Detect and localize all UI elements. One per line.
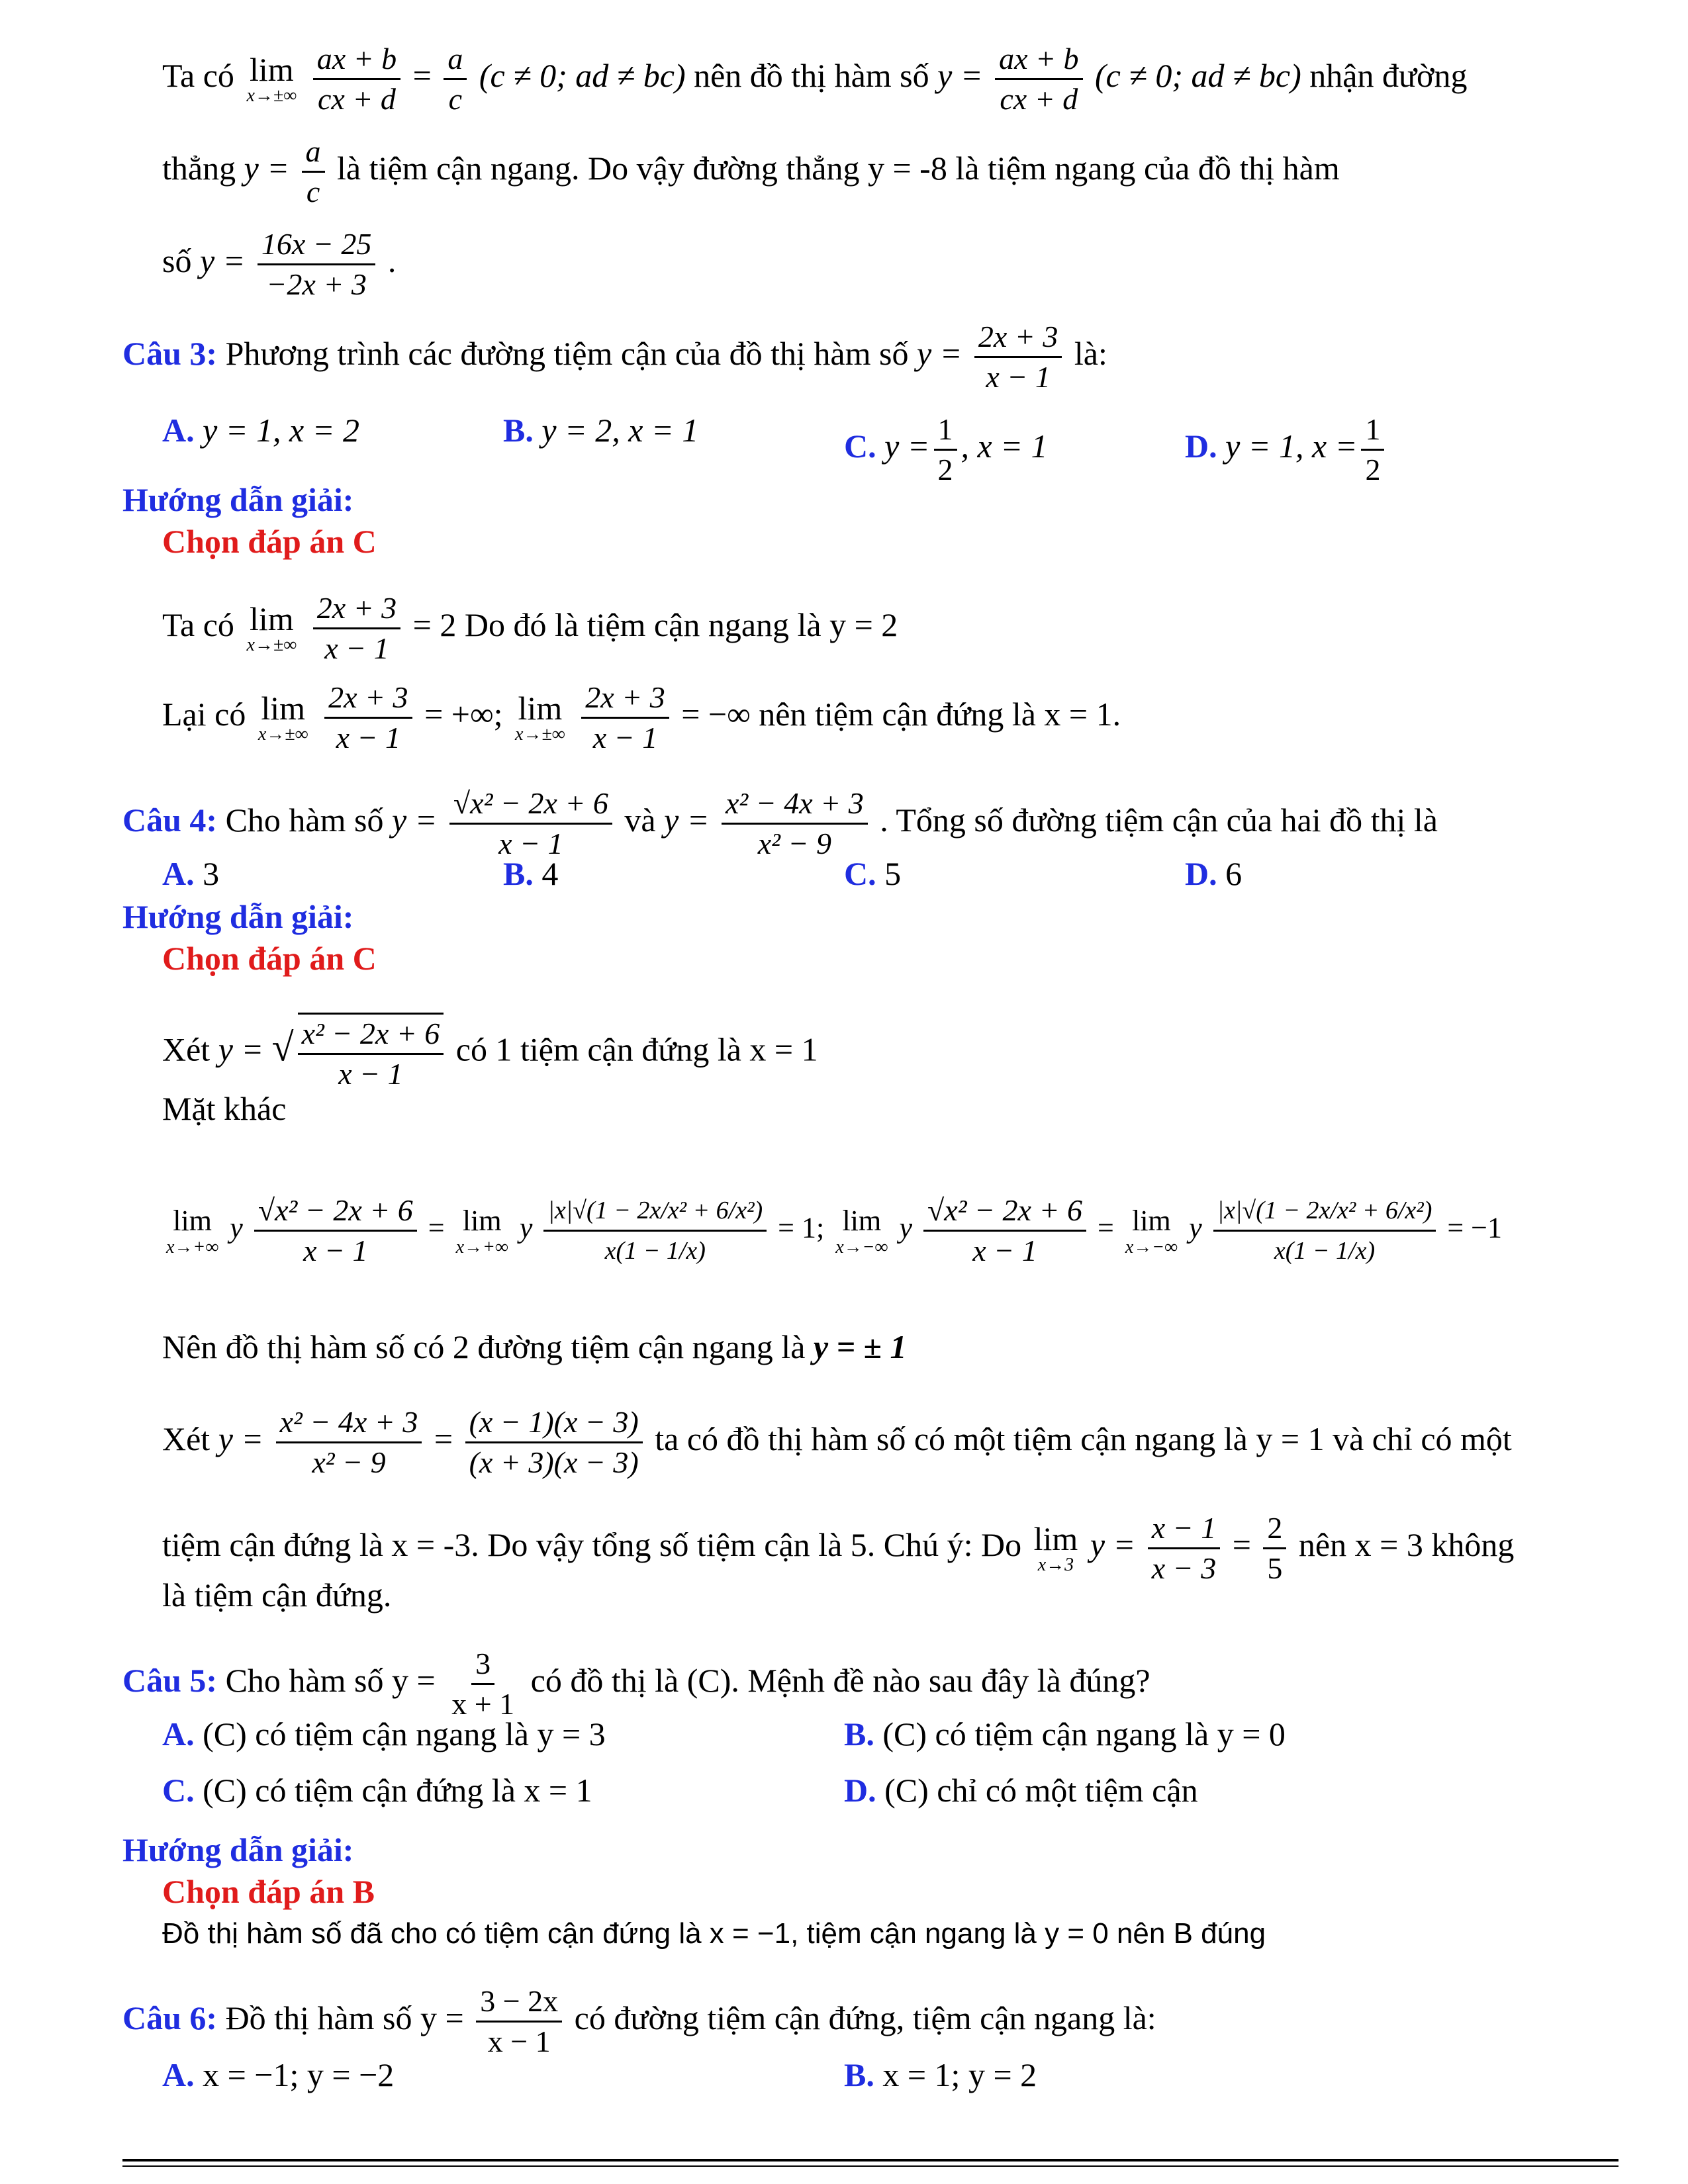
q5-solution: Đồ thị hàm số đã cho có tiệm cận đứng là x = −1, tiệm cận ngang là y = 0 nên B đúng: [162, 1917, 1266, 1950]
q3-answer: Chọn đáp án C: [162, 523, 377, 560]
q3-option-b[interactable]: B. y = 2, x = 1: [503, 412, 699, 449]
fraction: $\frac{a}{c}$: [444, 40, 467, 118]
intro-line-3: số y = $\frac{16x - 25}{-2x + 3}$ .: [162, 225, 396, 304]
q6-option-b[interactable]: B. x = 1; y = 2: [844, 2056, 1037, 2093]
q4-limits: lim x→+∞ y $\frac{\text{√x² − 2x + 6}}{x - 1}$ = lim x→+∞ y $\frac{\text{|x|√(1 − 2x/x² + 6/x²)}}{x(1 - 1/x)}$ = 1; lim x→−∞ y $\frac{\text{√x² − 2x + 6}}{x - 1}$ = lim x→−∞ y $\frac{\text{|x|√(1 − 2x/x² + 6/x²)}}{x(1 - 1/x)}$ = −1: [162, 1191, 1502, 1270]
q4-option-d[interactable]: D. 6: [1185, 855, 1243, 892]
question-label: Câu 5:: [122, 1661, 218, 1699]
q4-option-c[interactable]: C. 5: [844, 855, 902, 892]
q6-option-a[interactable]: A. x = −1; y = −2: [162, 2056, 395, 2093]
q4-solution-3: tiệm cận đứng là x = -3. Do vậy tổng số tiệm cận là 5. Chú ý: Do lim x→3 y = $\frac{x - 1}{x - 3}$ = $\frac{2}{5}$ nên x = 3 không: [162, 1509, 1514, 1588]
q5-guide: Hướng dẫn giải:: [122, 1831, 354, 1868]
q5-option-c[interactable]: C. (C) có tiệm cận đứng là x = 1: [162, 1772, 592, 1809]
q4-other: Mặt khác: [162, 1090, 287, 1127]
q4-answer: Chọn đáp án C: [162, 940, 377, 977]
footer-rule: [122, 2159, 1618, 2161]
q3-guide: Hướng dẫn giải:: [122, 481, 354, 518]
fraction: $\frac{ax + b}{cx + d}$: [313, 40, 400, 118]
intro-line-1: Ta có lim x→±∞ $\frac{ax + b}{cx + d}$ = $\frac{a}{c}$ (c ≠ 0; ad ≠ bc) nên đồ thị hàm số y = $\frac{ax + b}{cx + d}$ (c ≠ 0; ad ≠ bc) nhận đường: [162, 40, 1467, 118]
q3-solution-2: Lại có lim x→±∞ $\frac{2x + 3}{x - 1}$ = +∞; lim x→±∞ $\frac{2x + 3}{x - 1}$ = −∞ nên tiệm cận đứng là x = 1.: [162, 678, 1121, 757]
q5-option-a[interactable]: A. (C) có tiệm cận ngang là y = 3: [162, 1715, 606, 1752]
question-3: Câu 3: Phương trình các đường tiệm cận của đồ thị hàm số y = $\frac{2x + 3}{x - 1}$ là:: [122, 318, 1107, 396]
fraction: $\frac{ax + b}{cx + d}$: [995, 40, 1082, 118]
q4-guide: Hướng dẫn giải:: [122, 898, 354, 935]
q4-solution-1: Xét y = √ $\frac{\text{x² − 2x + 6}}{x - 1}$ có 1 tiệm cận đứng là x = 1: [162, 1013, 818, 1093]
question-5: Câu 5: Cho hàm số y = $\frac{3}{x + 1}$ có đồ thị là (C). Mệnh đề nào sau đây là đúng?: [122, 1645, 1150, 1723]
q5-option-b[interactable]: B. (C) có tiệm cận ngang là y = 0: [844, 1715, 1286, 1752]
q4-solution-4: là tiệm cận đứng.: [162, 1576, 392, 1614]
question-label: Câu 3:: [122, 334, 218, 372]
text: Ta có: [162, 56, 234, 94]
q4-horizontal: Nên đồ thị hàm số có 2 đường tiệm cận ngang là y = ± 1: [162, 1328, 907, 1365]
q3-option-c[interactable]: C. y = $\frac{1}{2}$ , x = 1: [844, 410, 1047, 489]
q3-solution-1: Ta có lim x→±∞ $\frac{2x + 3}{x - 1}$ = 2 Do đó là tiệm cận ngang là y = 2: [162, 589, 898, 668]
q4-option-a[interactable]: A. 3: [162, 855, 220, 892]
q4-option-b[interactable]: B. 4: [503, 855, 559, 892]
q4-solution-2: Xét y = $\frac{\text{x² − 4x + 3}}{\text{x² − 9}}$ = $\frac{(x - 1)(x - 3)}{(x + 3)(x - 3)}$ ta có đồ thị hàm số có một tiệm cận ngang là y = 1 và chỉ có một: [162, 1403, 1512, 1482]
question-6: Câu 6: Đồ thị hàm số y = $\frac{3 - 2x}{x - 1}$ có đường tiệm cận đứng, tiệm cận ngang là:: [122, 1982, 1156, 2061]
question-label: Câu 6:: [122, 1999, 218, 2036]
limit: lim x→±∞: [246, 50, 297, 106]
question-label: Câu 4:: [122, 801, 218, 839]
footer-rule: [122, 2165, 1618, 2167]
q3-option-d[interactable]: D. y = 1, x = $\frac{1}{2}$: [1185, 410, 1388, 489]
question-4: Câu 4: Cho hàm số y = $\frac{\text{√x² − 2x + 6}}{x - 1}$ và y = $\frac{\text{x² − 4x + 3}}{\text{x² − 9}}$ . Tổng số đường tiệm cận của hai đồ thị là: [122, 784, 1438, 863]
intro-line-2: thẳng y = $\frac{a}{c}$ là tiệm cận ngang. Do vậy đường thẳng y = -8 là tiệm ngang của đồ thị hàm: [162, 132, 1340, 211]
q5-answer: Chọn đáp án B: [162, 1873, 375, 1910]
q5-option-d[interactable]: D. (C) chỉ có một tiệm cận: [844, 1772, 1198, 1809]
q3-option-a[interactable]: A. y = 1, x = 2: [162, 412, 359, 449]
